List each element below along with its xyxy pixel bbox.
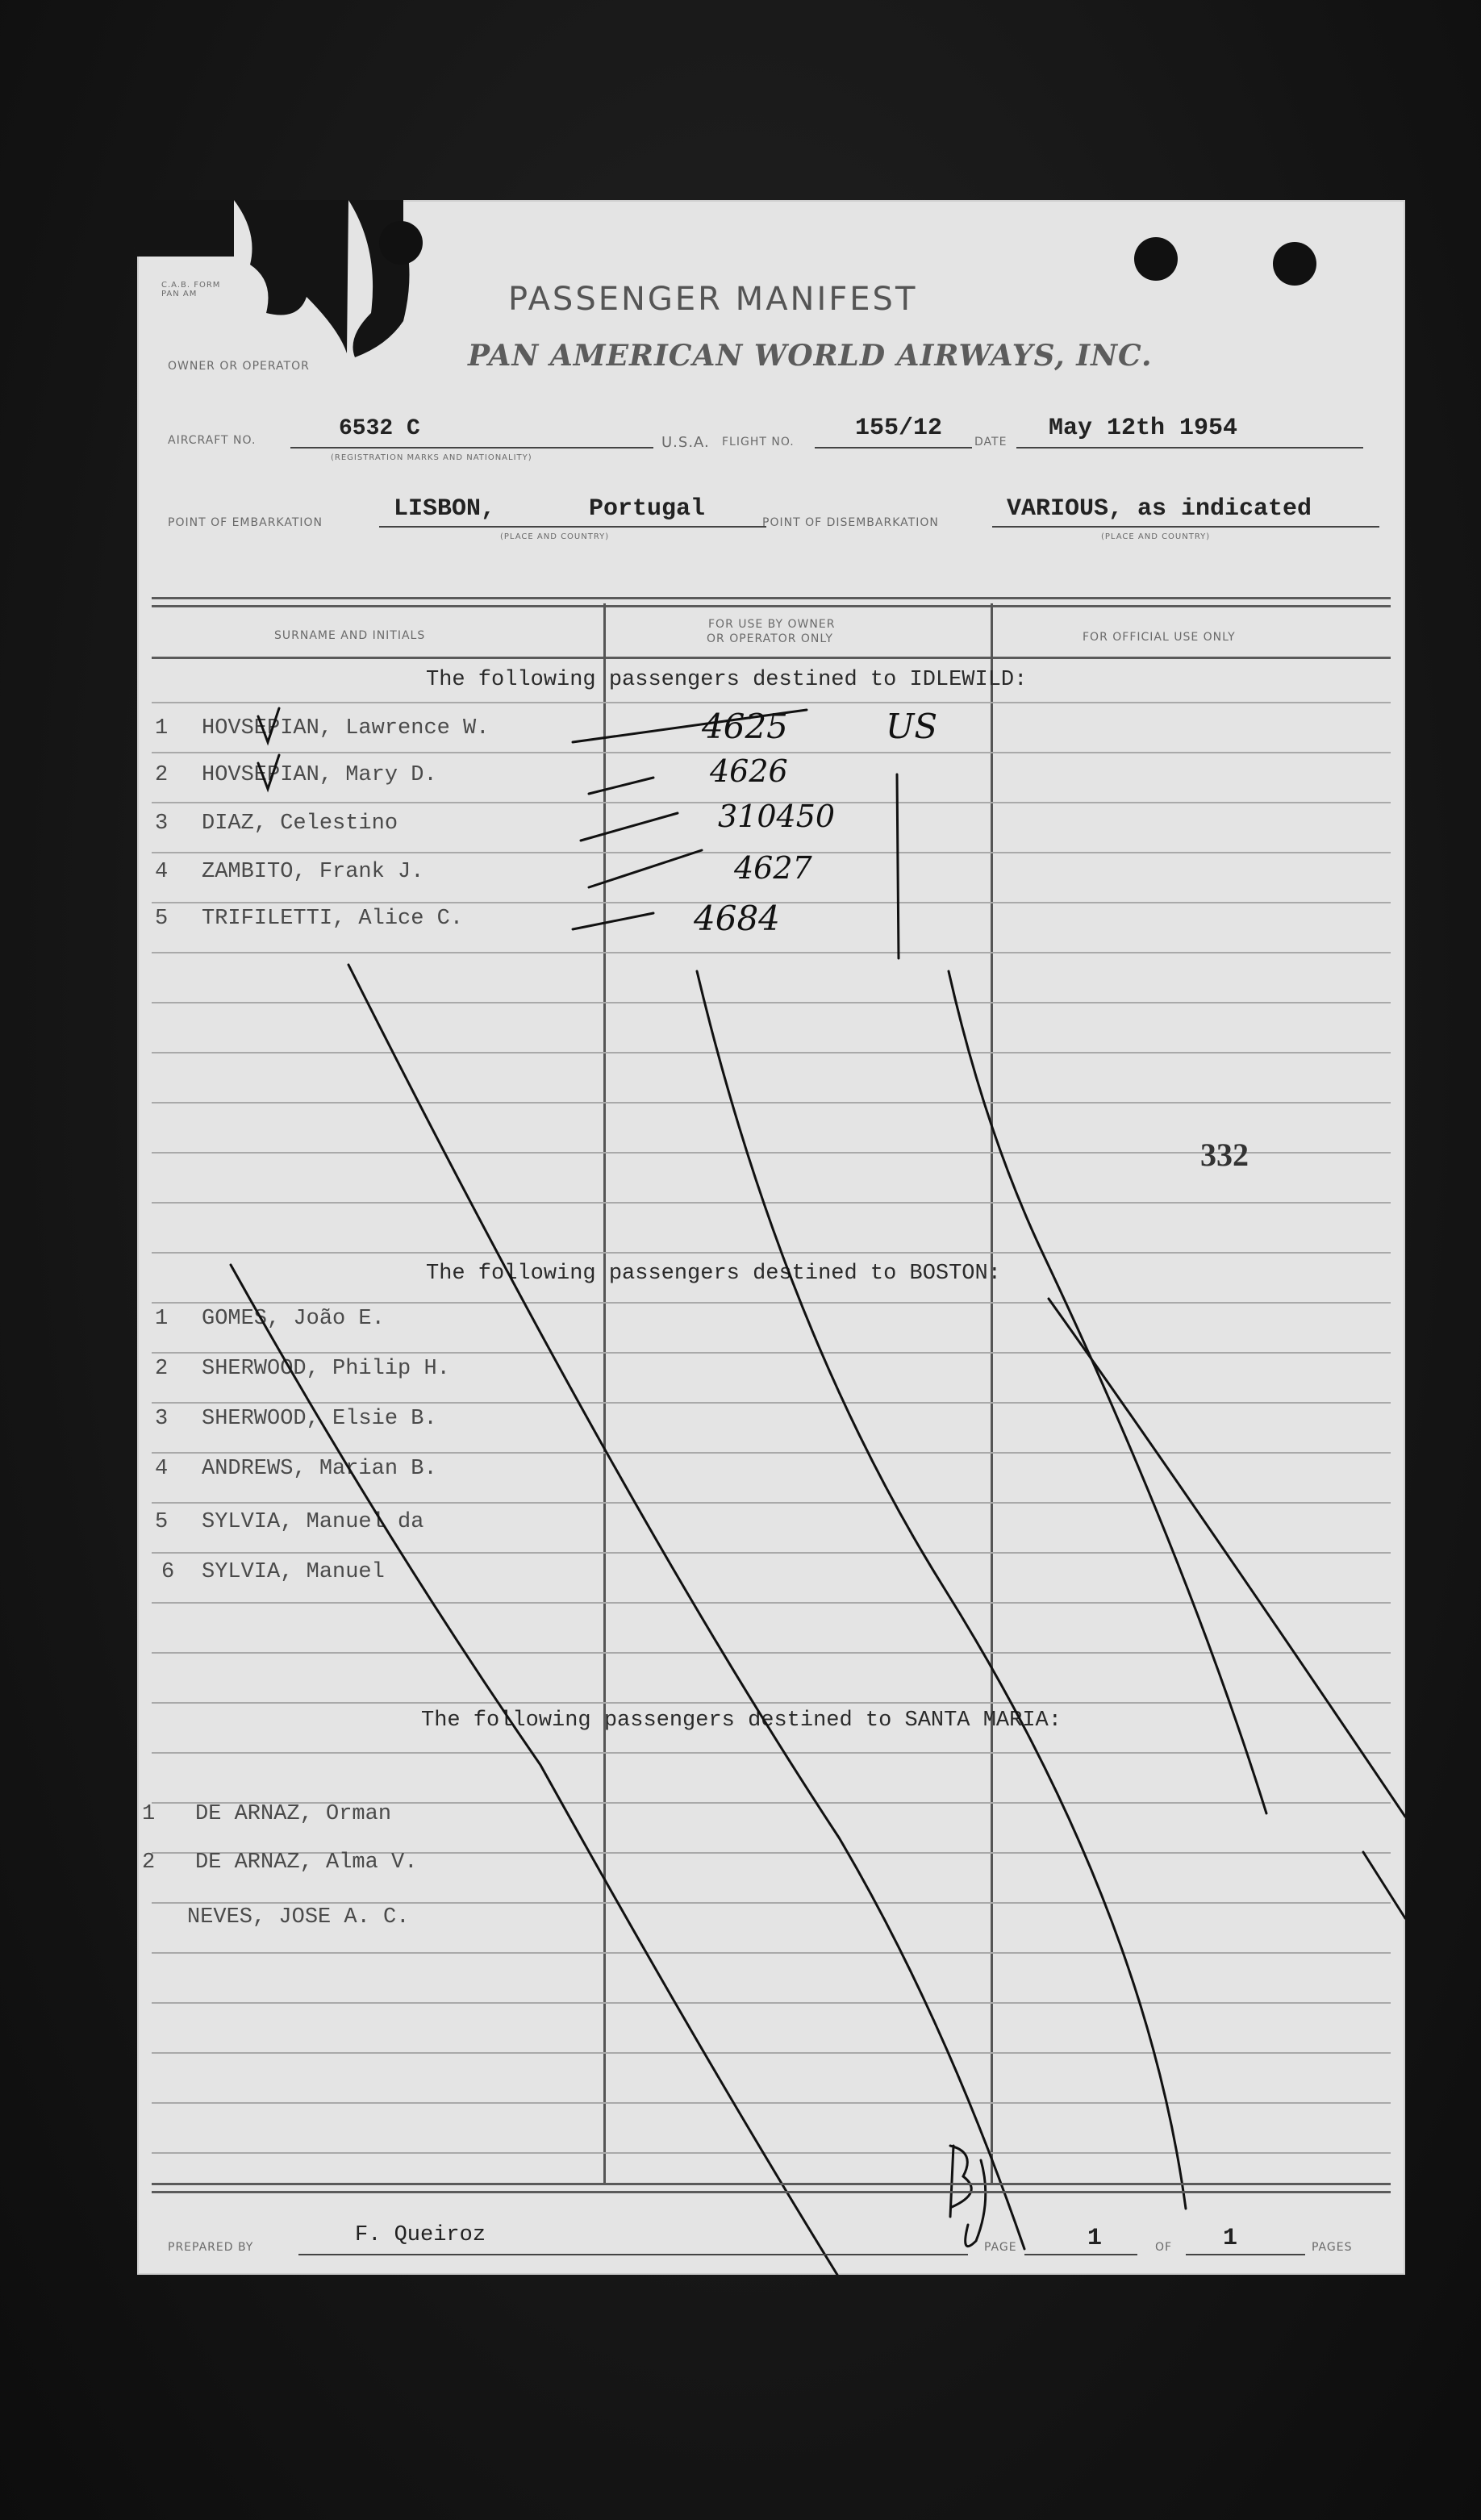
passenger-name: SHERWOOD, Philip H. xyxy=(202,1357,450,1381)
passenger-number: 2 xyxy=(155,1357,169,1381)
handwritten-ticket-number: 310450 xyxy=(718,799,836,834)
passenger-name: ANDREWS, Marian B. xyxy=(202,1457,437,1481)
pen-stroke xyxy=(573,913,653,929)
page-label: PAGE xyxy=(984,2241,1017,2254)
passenger-name: SYLVIA, Manuel da xyxy=(202,1510,424,1534)
passenger-name: SHERWOOD, Elsie B. xyxy=(202,1407,437,1431)
passenger-name: GOMES, João E. xyxy=(202,1307,385,1331)
passenger-name: HOVSEPIAN, Lawrence W. xyxy=(202,716,490,741)
passenger-number: 3 xyxy=(155,1407,169,1431)
prepared-by-line xyxy=(298,2254,968,2255)
prepared-by-value: F. Queiroz xyxy=(355,2223,486,2247)
pen-stroke xyxy=(589,850,702,887)
handwritten-ticket-number: 4625 xyxy=(702,707,788,746)
airline-name: PAN AMERICAN WORLD AIRWAYS, INC. xyxy=(468,339,1153,373)
pages-label: PAGES xyxy=(1312,2241,1353,2254)
passenger-number: 1 xyxy=(142,1802,156,1826)
passenger-name: DE ARNAZ, Orman xyxy=(195,1802,392,1826)
passenger-number: 2 xyxy=(155,763,169,787)
cross-out-line xyxy=(1363,1852,1405,1918)
disembarkation-sublabel: (PLACE AND COUNTRY) xyxy=(1101,532,1211,541)
passenger-number: 1 xyxy=(155,716,169,741)
handwritten-marks xyxy=(137,200,1405,2275)
section-heading-boston: The following passengers destined to BOSTON: xyxy=(426,1262,1001,1286)
handwritten-ticket-number: 4684 xyxy=(694,899,780,938)
form-corner-label: C.A.B. FORM PAN AM xyxy=(161,281,221,298)
check-mark xyxy=(258,755,279,789)
passenger-number: 2 xyxy=(142,1850,156,1875)
pen-stroke xyxy=(897,774,899,958)
embarkation-label: POINT OF EMBARKATION xyxy=(168,516,323,529)
pen-stroke xyxy=(589,778,653,794)
manifest-sheet xyxy=(137,200,1405,2275)
page-title: PASSENGER MANIFEST xyxy=(508,281,918,318)
disembarkation-value: VARIOUS, as indicated xyxy=(1007,495,1312,523)
page-line xyxy=(1024,2254,1137,2255)
passenger-number: 3 xyxy=(155,811,169,836)
cross-out-line xyxy=(231,1265,837,2275)
stamped-number: 332 xyxy=(1200,1137,1249,1173)
passenger-number: 1 xyxy=(155,1307,169,1331)
aircraft-sublabel: (REGISTRATION MARKS AND NATIONALITY) xyxy=(331,453,532,462)
passenger-name: DE ARNAZ, Alma V. xyxy=(195,1850,418,1875)
section-heading-santa-maria: The following passengers destined to SANTA MARIA: xyxy=(421,1709,1062,1733)
passenger-number: 4 xyxy=(155,1457,169,1481)
passenger-name: NEVES, JOSE A. C. xyxy=(187,1905,410,1930)
handwritten-official-note: US xyxy=(886,707,938,746)
column-surname: SURNAME AND INITIALS xyxy=(274,629,426,642)
handwritten-ticket-number: 4626 xyxy=(710,753,788,789)
column-owner-use-2: OR OPERATOR ONLY xyxy=(707,632,833,645)
embarkation-sublabel: (PLACE AND COUNTRY) xyxy=(500,532,610,541)
cross-out-line xyxy=(697,971,1186,2209)
nationality-label: U.S.A. xyxy=(661,434,710,451)
cross-out-line xyxy=(949,971,1266,1813)
aircraft-label: AIRCRAFT NO. xyxy=(168,434,257,447)
flight-label: FLIGHT NO. xyxy=(722,436,795,449)
footer-rule-2 xyxy=(152,2191,1391,2193)
cross-out-line xyxy=(1049,1299,1405,1817)
cross-out-line xyxy=(348,965,1024,2249)
footer-rule xyxy=(152,2183,1391,2185)
passenger-number: 5 xyxy=(155,1510,169,1534)
total-pages: 1 xyxy=(1223,2225,1238,2252)
column-official: FOR OFFICIAL USE ONLY xyxy=(1083,631,1236,644)
passenger-name: SYLVIA, Manuel xyxy=(202,1560,385,1584)
page-number: 1 xyxy=(1087,2225,1103,2252)
passenger-name: HOVSEPIAN, Mary D. xyxy=(202,763,437,787)
passenger-name: TRIFILETTI, Alice C. xyxy=(202,907,464,931)
date-value: May 12th 1954 xyxy=(1049,415,1238,442)
column-owner-use-1: FOR USE BY OWNER xyxy=(708,618,836,631)
passenger-name: ZAMBITO, Frank J. xyxy=(202,860,424,884)
passenger-number: 5 xyxy=(155,907,169,931)
aircraft-value: 6532 C xyxy=(339,416,420,441)
prepared-by-label: PREPARED BY xyxy=(168,2241,254,2254)
of-label: OF xyxy=(1155,2241,1173,2254)
disembarkation-label: POINT OF DISEMBARKATION xyxy=(762,516,939,529)
date-label: DATE xyxy=(974,436,1007,449)
pages-line xyxy=(1186,2254,1305,2255)
embarkation-country: Portugal xyxy=(589,495,706,523)
passenger-name: DIAZ, Celestino xyxy=(202,811,398,836)
handwritten-ticket-number: 4627 xyxy=(734,850,812,886)
pen-stroke xyxy=(573,710,807,742)
owner-label: OWNER OR OPERATOR xyxy=(168,360,310,373)
passenger-number: 4 xyxy=(155,860,169,884)
section-heading-idlewild: The following passengers destined to IDLEWILD: xyxy=(426,668,1028,692)
passenger-number: 6 xyxy=(161,1560,175,1584)
check-mark xyxy=(258,708,279,742)
flight-value: 155/12 xyxy=(855,415,943,442)
pen-stroke xyxy=(581,813,678,841)
embarkation-city: LISBON, xyxy=(394,495,496,523)
initials-mark xyxy=(950,2146,986,2247)
